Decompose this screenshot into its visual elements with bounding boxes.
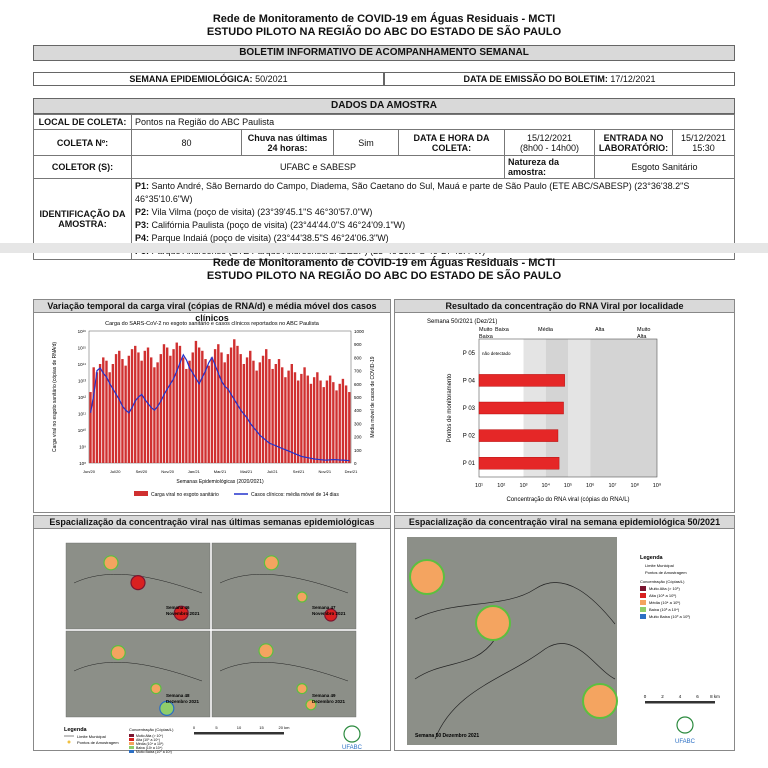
map-point-p1 [410,560,444,594]
conc-swatch [129,742,134,745]
main-conc-label: Baixa (10³ a 10⁴) [649,607,680,612]
y-tick-label: 10⁹ [79,444,86,450]
viral-load-bar [265,349,267,463]
category-label: P 02 [462,433,475,440]
viral-load-bar [339,384,341,463]
viral-load-bar [211,357,213,463]
main-conc-swatch [640,586,646,591]
y-tick-label: 10¹⁵ [77,345,86,351]
viral-load-bar [262,356,264,463]
y-tick-label: 10¹³ [77,378,86,384]
zone-label: Baixa [495,327,509,333]
y2-tick-label: 600 [354,381,362,387]
week-month-label: Novembro 2021 [312,611,346,616]
x-tick-label: 10⁷ [608,483,617,489]
viral-load-bar [335,390,337,463]
main-legend-limit: Limite Municipal [645,563,674,568]
y-tick-label: 10¹⁴ [77,362,86,367]
y2-tick-label: 100 [354,447,362,453]
viral-load-bar [249,351,251,463]
viral-load-bar [192,352,194,463]
x-tick-label: 10⁸ [630,483,639,489]
y-tick-label: 10¹² [77,395,86,400]
x-tick-label: Mar/21 [213,469,227,474]
viral-load-bar [230,348,232,464]
x-tick-label: Dez/21 [344,469,358,474]
viral-load-bar [169,356,171,463]
viral-load-bar [115,354,117,463]
locality-bar [479,374,565,386]
x-tick-label: 10⁹ [652,483,662,489]
week-label: Semana 46 [166,605,190,610]
viral-load-bar [252,361,254,463]
viral-load-bar [156,362,158,463]
chart2-title: Semana 50/2021 (Dez/21) [427,319,498,325]
viral-load-bar [172,349,174,463]
viral-load-bar [163,344,165,463]
legend-title: Legenda [64,727,87,733]
viral-load-bar [287,371,289,463]
y2-tick-label: 200 [354,434,362,440]
viral-load-bar [332,382,334,463]
local-value: Pontos na Região do ABC Paulista [132,115,735,130]
scale-label: 15 [259,725,264,730]
viral-load-bar [227,354,229,463]
main-map [395,529,734,750]
week-label: Semana 47 [312,605,336,610]
datahora-date: 15/12/2021 [526,132,573,143]
week-map-point [259,644,273,658]
viral-load-bar [319,381,321,464]
map-point-p3 [583,684,617,718]
chart1-xlabel: Semanas Epidemiológicas (2020/2021) [176,479,264,485]
main-conc-label: Muito Alta (> 10⁶) [649,586,680,591]
scale-label: 20 km [278,725,290,730]
main-week-label: Semana 50 Dezembro 2021 [415,733,480,739]
viral-load-chart [34,313,390,512]
viral-load-bar [99,364,101,463]
viral-load-bar [204,359,206,463]
week-month-label: Novembro 2021 [166,611,200,616]
natureza-value: Esgoto Sanitário [595,156,735,179]
zone-label: Muito [479,327,493,333]
viral-load-bar [185,369,187,463]
y2-tick-label: 800 [354,355,362,361]
panel-map-main-title: Espacialização da concentração viral na semana epidemiológica 50/2021 [395,516,734,529]
semana-label: SEMANA EPIDEMIOLÓGICA: [129,74,253,84]
viral-load-bar [217,344,219,463]
viral-load-bar [345,385,347,463]
viral-load-bar [268,359,270,463]
viral-load-bar [176,343,178,463]
main-ufabc-logo [677,717,693,733]
legend-bar-swatch [134,491,148,496]
category-label: P 03 [462,406,475,412]
semana-box [33,72,384,86]
viral-load-bar [150,357,152,463]
week-map-point [131,576,145,590]
scale-label: 0 [192,725,196,730]
conc-swatch [129,734,134,737]
zone-label: Alta [595,327,605,333]
map-point-p2 [476,606,510,640]
legend-line-label: Casos clínicos: média móvel de 14 dias [251,492,339,498]
viral-load-bar [182,357,184,463]
viral-load-bar [118,351,120,463]
viral-load-bar [300,374,302,463]
zone-label: Média [538,327,553,333]
category-label: P 04 [462,378,475,385]
week-label: Semana 48 [166,693,190,698]
viral-load-bar [128,356,130,463]
viral-load-bar [310,384,312,463]
viral-load-bar [342,379,344,463]
coletor-label: COLETOR (S): [34,156,132,179]
main-conc-swatch [640,593,646,598]
viral-load-bar [329,376,331,463]
viral-load-bar [323,387,325,463]
ident-label: IDENTIFICAÇÃO DA AMOSTRA: [34,179,132,260]
ufabc-label: UFABC [341,745,363,751]
point-p1: P1: Santo André, São Bernardo do Campo, Diadema, São Caetano do Sul, Mauá e parte de São Paulo (ETE ABC/SABESP) (23°36'38.2"S 46°35'10.6"W) [135,181,690,204]
viral-load-bar [144,351,146,463]
entrada-date: 15/12/2021 [680,132,727,143]
viral-load-bar [246,357,248,463]
main-conc-swatch [640,614,646,619]
zone-label: Muito [637,327,651,333]
y-tick-label: 10¹⁰ [77,428,86,433]
zone-label: Baixa [479,334,493,340]
chart2-ylabel: Pontos de monitoramento [447,373,453,443]
viral-load-bar [112,364,114,463]
main-ufabc-label: UFABC [674,739,696,745]
viral-load-bar [348,392,350,463]
week-month-label: Dezembro 2021 [166,699,200,704]
network-title-2: Rede de Monitoramento de COVID-19 em Águas Residuais - MCTI [212,257,556,269]
conc-title: Concentração (Cópias/L) [129,727,174,732]
legend-points: Pontos de Amostragem [77,740,119,745]
main-conc-swatch [640,600,646,605]
scale-label: 5 [215,725,218,730]
datahora-label: DATA E HORA DA COLETA: [399,130,505,156]
viral-load-bar [166,348,168,464]
main-scale-label: 2 [661,694,664,699]
viral-load-bar [208,366,210,463]
locality-bar [479,457,559,469]
x-tick-label: 10² [497,483,506,489]
bulletin-title: BOLETIM INFORMATIVO DE ACOMPANHAMENTO SEMANAL [33,45,735,61]
viral-load-bar [96,372,98,463]
datahora-time: (8h00 - 14h00) [519,142,580,153]
week-map-point [297,592,307,602]
viral-load-bar [89,392,91,463]
y2-tick-label: 700 [354,368,362,374]
x-tick-label: Mai/21 [240,469,253,474]
category-label: P 05 [462,350,475,357]
y-tick-label: 10⁸ [79,461,86,466]
sample-table [33,114,735,260]
main-conc-label: Média (10⁴ a 10⁵) [649,600,681,605]
x-tick-label: Nov/20 [161,469,174,474]
panel-maps-weeks-title: Espacialização da concentração viral nas últimas semanas epidemiológicas [34,516,390,529]
panel-viral-load-title: Variação temporal da carga viral (cópias de RNA/d) e média móvel dos casos clínicos [34,300,390,313]
x-tick-label: Set/20 [135,469,148,474]
viral-load-bar [316,372,318,463]
panel-by-locality-title: Resultado da concentração do RNA Viral por localidade [395,300,734,313]
x-tick-label: 10⁶ [586,483,595,489]
main-legend-points: Pontos de Amostragem [645,570,687,575]
conc-label: Média (10⁴ a 10⁵) [136,742,164,746]
coleta-label: COLETA Nº: [34,130,132,156]
zone-band [590,339,657,477]
page-break [0,243,768,253]
entrada-label: ENTRADA NO LABORATÓRIO: [595,130,673,156]
week-map-point [264,556,278,570]
chart1-ylabel: Carga viral no esgoto sanitário (cópias de RNA/d) [52,341,58,453]
viral-load-bar [188,361,190,463]
viral-load-bar [124,366,126,463]
y2-tick-label: 500 [354,395,362,400]
week-label: Semana 49 [312,693,336,698]
point-p2: P2: Vila Vilma (poço de visita) (23°39'45.1"S 46°30'57.0"W) [135,207,373,217]
conc-swatch [129,750,134,753]
emissao-label: DATA DE EMISSÃO DO BOLETIM: [463,74,608,84]
coleta-value: 80 [132,130,242,156]
chuva-value: Sim [334,130,399,156]
legend-point-swatch [68,741,71,744]
viral-load-bar [307,376,309,463]
main-scale-label: 8 km [710,694,720,699]
conc-label: Baixa (10³ a 10⁴) [136,746,163,750]
week-map-point [111,646,125,660]
chart1-y2label: Média móvel de casos de COVID-19 [370,356,376,438]
datahora-value [505,130,595,156]
viral-load-bar [297,381,299,464]
conc-label: Muito Baixa (10⁰ a 10³) [136,750,172,754]
local-label: LOCAL DE COLETA: [34,115,132,130]
conc-label: Muito Alta (> 10⁶) [136,734,164,738]
study-title: ESTUDO PILOTO NA REGIÃO DO ABC DO ESTADO DE SÃO PAULO [206,26,562,38]
viral-load-bar [137,352,139,463]
legend-bar-label: Carga viral no esgoto sanitário [151,492,219,498]
y2-tick-label: 300 [354,421,362,427]
y2-tick-label: 1000 [354,329,365,334]
viral-load-bar [134,346,136,463]
main-conc-label: Alta (10⁵ a 10⁶) [649,593,677,598]
x-tick-label: Nov/21 [318,469,332,474]
viral-load-bar [271,369,273,463]
natureza-label: Natureza da amostra: [505,156,595,179]
week-map-terrain [66,631,210,717]
week-map-point [104,556,118,570]
coletor-value: UFABC e SABESP [132,156,505,179]
conc-label: Alta (10⁵ a 10⁶) [136,738,160,742]
weekly-maps [34,529,390,754]
zone-band [568,339,590,477]
panel-viral-load [33,299,391,513]
viral-load-bar [220,352,222,463]
x-tick-label: 10¹ [475,483,483,489]
viral-load-bar [198,348,200,464]
viral-load-bar [294,372,296,463]
point-p4: P4: Parque Indaiá (poço de visita) (23°44'38.5"S 46°24'06.3"W) [135,233,389,243]
y-tick-label: 10¹¹ [77,411,86,417]
entrada-time: 15:30 [692,142,715,153]
panel-maps-weeks [33,515,391,754]
y2-tick-label: 900 [354,342,362,348]
chuva-label: Chuva nas últimas 24 horas: [242,130,334,156]
viral-load-bar [259,362,261,463]
semana-value: 50/2021 [255,74,288,84]
zone-label: Alta [637,334,647,340]
y-tick-label: 10¹⁶ [77,329,86,334]
viral-load-bar [255,371,257,463]
main-scale-label: 6 [696,694,699,699]
viral-load-bar [160,354,162,463]
chart2-xlabel: Concentração do RNA viral (cópias do RNA/L) [506,497,630,503]
x-tick-label: Jul/21 [267,469,278,474]
x-tick-label: 10⁴ [541,483,550,489]
sample-title: DADOS DA AMOSTRA [33,98,735,114]
network-title: Rede de Monitoramento de COVID-19 em Águas Residuais - MCTI [212,13,556,25]
viral-load-bar [140,361,142,463]
viral-load-bar [121,359,123,463]
entrada-value [673,130,735,156]
x-tick-label: 10⁵ [563,483,573,489]
main-conc-swatch [640,607,646,612]
chart1-title: Carga do SARS-CoV-2 no esgoto sanitário e casos clínicos reportados no ABC Paulista [105,321,319,327]
viral-load-bar [153,367,155,463]
viral-load-bar [313,377,315,463]
main-scale-label: 0 [643,694,647,699]
panel-by-locality [394,299,735,513]
x-tick-label: Jan/21 [187,469,200,474]
locality-bar [479,402,564,414]
conc-swatch [129,738,134,741]
week-map-terrain [212,631,356,717]
y2-tick-label: 400 [354,408,362,414]
x-tick-label: 10³ [519,483,528,489]
x-tick-label: Set/21 [292,469,305,474]
panel-map-main [394,515,735,751]
viral-load-bar [326,381,328,464]
viral-load-bar [291,364,293,463]
ufabc-logo [344,726,360,742]
x-tick-label: Jul/20 [109,469,121,474]
week-map-point [297,684,307,694]
viral-load-bar [223,362,225,463]
viral-load-bar [303,367,305,463]
emissao-value: 17/12/2021 [610,74,656,84]
emissao-box [384,72,735,86]
main-scale-label: 4 [678,694,682,699]
conc-swatch [129,746,134,749]
main-conc-label: Muito Baixa (10⁰ a 10³) [649,614,690,619]
main-legend-title: Legenda [640,555,663,561]
legend-limit: Limite Municipal [77,734,106,739]
viral-load-bar [201,351,203,463]
study-title-2: ESTUDO PILOTO NA REGIÃO DO ABC DO ESTADO DE SÃO PAULO [206,270,562,282]
main-conc-title: Concentração (Cópias/L) [640,579,685,584]
not-detected-label: não detectado [482,350,511,356]
y2-tick-label: 0 [354,461,357,466]
locality-chart [395,313,734,512]
scale-label: 10 [236,725,242,730]
week-month-label: Dezembro 2021 [312,699,346,704]
week-map-point [151,684,161,694]
x-tick-label: Jun/20 [82,469,96,474]
locality-bar [479,430,558,442]
viral-load-bar [195,341,197,463]
category-label: P 01 [462,461,475,468]
point-p3: P3: Califórnia Paulista (poço de visita) (23°44'44.0"S 46°24'09.1"W) [135,220,406,230]
scale-bar [194,732,284,735]
main-scale-bar [645,701,715,704]
viral-load-bar [92,367,94,463]
viral-load-bar [275,364,277,463]
